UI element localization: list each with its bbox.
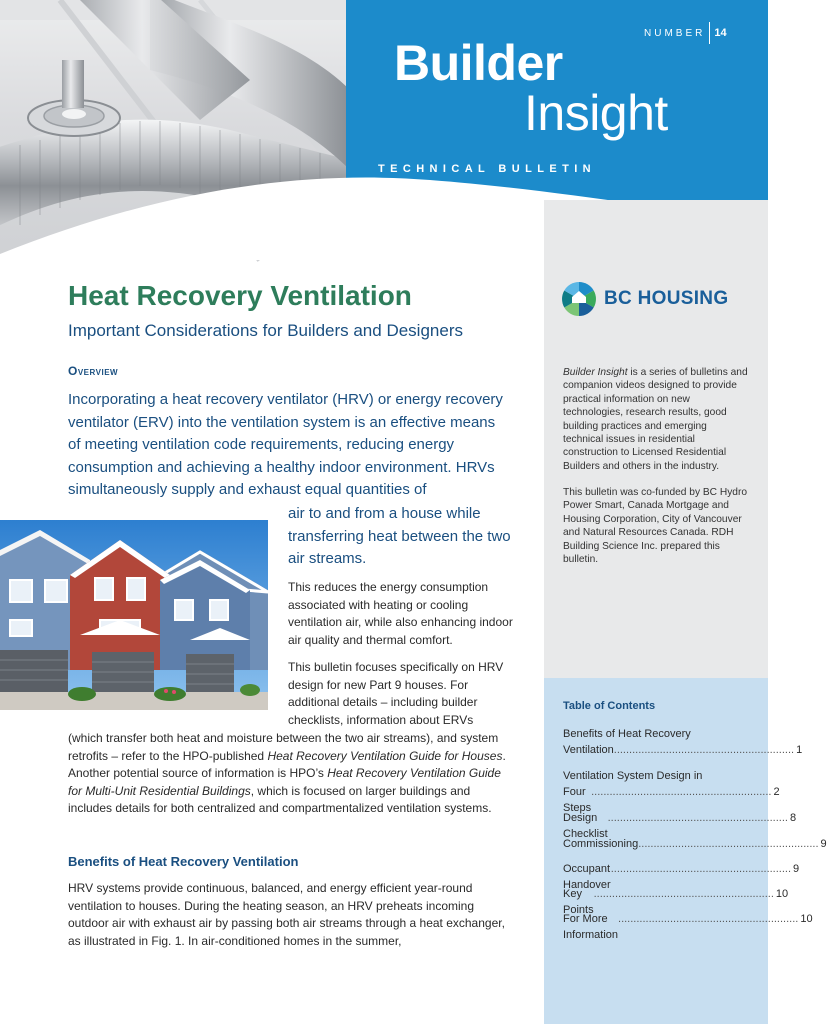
toc-title: Table of Contents [563,700,656,712]
brand-title-builder: Builder [394,35,563,91]
toc-item-label: Occupant Handover [563,863,611,891]
toc-item-design-steps[interactable]: Ventilation System Design in Four Steps ........................................................... 2 [563,770,780,814]
toc-item-more-info[interactable]: For More Information ........................................................... 10 [563,913,813,941]
toc-item-commissioning[interactable]: Commissioning ........................................................... 9 [563,838,827,850]
toc-item-label: Four Steps [563,786,592,814]
article-title: Heat Recovery Ventilation [68,280,412,311]
focus-text-3: , which is focused on larger buildings and includes details for both centralized and compartmentalized ventilation systems. [68,783,492,816]
townhouses-illustration [0,520,268,710]
issue-number-label: NUMBER [644,27,706,39]
toc-item-label: Design Checklist [563,812,608,840]
benefits-heading: Benefits of Heat Recovery Ventilation [68,854,299,869]
toc-item-label: Key Points [563,888,594,916]
series-description [563,366,749,473]
issue-divider [709,22,710,44]
overview-heading: Overview [68,364,119,378]
issue-number [644,22,727,44]
series-description-text: is a series of bulletins and companion videos designed to provide practical information on new technologies, research results, good building practices and emerging technical issues in residential construction to Licensed Residential Builders and others in the industry. [563,367,748,472]
body-paragraph-energy: This reduces the energy consumption associated with heating or cooling ventilation air, while also enhancing indoor air quality and thermal comfort. [288,580,513,647]
body-paragraph-focus: This bulletin focuses specifically on HRV design for new Part 9 houses. For additional details – including builder checklists, information about ERVs [288,660,504,727]
toc-item-page: 10 [800,913,813,925]
toc-item-line1: Benefits of Heat Recovery [563,728,691,740]
body-paragraph-focus-continued [68,730,516,818]
toc-item-page: 10 [775,888,789,900]
toc-item-handover[interactable]: Occupant Handover ........................................................... 9 [563,863,800,891]
toc-item-checklist[interactable]: Design Checklist ........................................................... 8 [563,812,797,840]
bc-housing-wordmark: BC HOUSING [604,288,729,309]
issue-number-value: 14 [714,27,727,39]
toc-item-line1: Ventilation System Design in [563,770,703,782]
toc-item-page: 2 [773,786,780,798]
series-name: Builder Insight [563,367,628,378]
article-subtitle: Important Considerations for Builders and Designers [68,321,463,340]
guide-reference-murb: Heat Recovery Ventilation Guide for Multi-Unit Residential Buildings [68,766,501,798]
toc-item-label: Commissioning [563,838,639,850]
toc-item-benefits[interactable]: Benefits of Heat Recovery Ventilation ........................................................... 1 [563,728,803,756]
brand-subtitle: TECHNICAL BULLETIN [378,163,596,175]
toc-item-label: For More Information [563,913,619,941]
toc-item-page: 9 [820,838,827,850]
benefits-paragraph: HRV systems provide continuous, balanced, and energy efficient year-round ventilation to houses. During the heating season, an HRV preheats incoming outdoor air with exhaust air by passing both air streams through a heat exchanger, as illustrated in Fig. 1. In air-conditioned homes in the summer, [68,881,505,948]
lead-paragraph-continued: air to and from a house while transferring heat between the two air streams. [288,505,511,567]
funding-note: This bulletin was co-funded by BC Hydro Power Smart, Canada Mortgage and Housing Corporation, City of Vancouver and Natural Resources Canada. RDH Building Science Inc. prepared this bulletin. [563,487,748,566]
guide-reference-houses: Heat Recovery Ventilation Guide for Houses [267,748,503,763]
townhouses-photo [0,520,268,710]
toc-item-key-points[interactable]: Key Points ........................................................... 10 [563,888,789,916]
toc-item-page: 9 [793,863,800,875]
focus-text: (which transfer both heat and moisture between the two air streams), and system retrofits – refer to the HPO-published [68,731,499,763]
lead-paragraph: Incorporating a heat recovery ventilator (HRV) or energy recovery ventilator (ERV) into the ventilation system is an effective means of meeting ventilation code requirements, reducing energy consumption and achieving a healthy indoor environment. HRVs simultaneously supply and exhaust equal quantities of [68,391,503,498]
toc-item-page: 1 [796,744,803,756]
bc-housing-logo [560,280,728,318]
toc-item-label: Ventilation [563,744,614,756]
bc-housing-icon [560,280,598,318]
toc-item-page: 8 [789,812,797,824]
brand-title-insight: Insight [524,85,668,141]
focus-text-2: . Another potential source of information is HPO’s [68,748,506,781]
